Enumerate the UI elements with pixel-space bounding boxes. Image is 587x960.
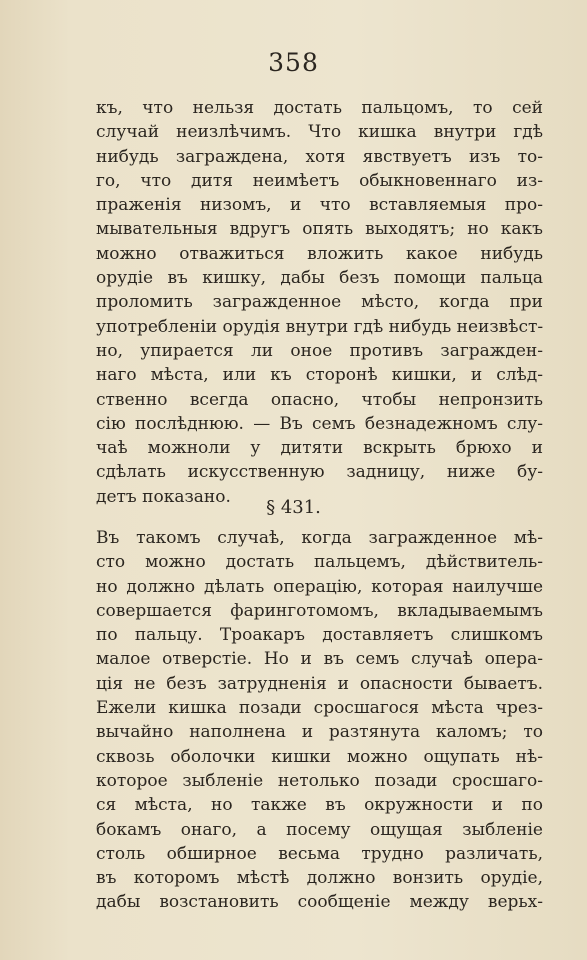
page-number: 358 [268, 48, 319, 77]
text-line: бокамъ онаго, а посему ощущая зыбленіе [96, 819, 543, 840]
text-line: сію послѣднюю. — Въ семъ безнадежномъ слу- [96, 413, 543, 434]
paragraph-2 [96, 526, 543, 915]
text-line: ся мѣста, но также въ окружности и по [96, 795, 543, 816]
text-line: сдѣлать искусственную задницу, ниже бу- [96, 462, 543, 483]
text-line: столь обширное весьма трудно различать, [96, 843, 543, 864]
section-heading: § 431. [266, 497, 321, 518]
text-line: но должно дѣлать операцію, которая наилучше [96, 576, 543, 597]
text-line: но, упирается ли оное противъ загражден- [96, 340, 543, 361]
text-line: чаѣ можноли у дитяти вскрыть брюхо и [96, 438, 543, 459]
text-line: ція не безъ затрудненія и опасности бываетъ. [96, 673, 543, 694]
text-line: сто можно достать пальцемъ, дѣйствитель- [96, 552, 543, 573]
text-line: ственно всегда опасно, чтобы непронзить [96, 389, 543, 410]
text-line: орудіе въ кишку, дабы безъ помощи пальца [96, 268, 543, 289]
text-line: къ, что нельзя достать пальцомъ, то сей [96, 98, 543, 118]
text-line: въ которомъ мѣстѣ должно вонзить орудіе, [96, 868, 543, 889]
text-line: наго мѣста, или къ сторонѣ кишки, и слѣд- [96, 365, 543, 386]
text-line: дабы возстановить сообщеніе между верьх- [96, 892, 543, 913]
text-line: которое зыбленіе нетолько позади сросшаго- [96, 770, 543, 791]
text-line: употребленіи орудія внутри гдѣ нибудь неизвѣст- [96, 316, 543, 337]
text-line: случай неизлѣчимъ. Что кишка внутри гдѣ [96, 122, 543, 143]
text-line: можно отважиться вложить какое нибудь [96, 243, 543, 264]
text-line: Ежели кишка позади сросшагося мѣста чрез- [96, 698, 543, 719]
text-line: го, что дитя неимѣетъ обыкновеннаго из- [96, 170, 543, 191]
paragraph-1 [96, 96, 543, 509]
text-line: нибудь заграждена, хотя явствуетъ изъ то- [96, 146, 543, 167]
text-line: мывательныя вдругъ опять выходятъ; но какъ [96, 219, 543, 240]
text-line: вычайно наполнена и разтянута каломъ; то [96, 722, 543, 743]
text-line: праженія низомъ, и что вставляемыя про- [96, 195, 543, 216]
text-line: детъ показано. [96, 486, 231, 507]
text-line: по пальцу. Троакаръ доставляетъ слишкомъ [96, 625, 543, 646]
text-line: проломить загражденное мѣсто, когда при [96, 292, 543, 313]
text-line: сквозь оболочки кишки можно ощупать нѣ- [96, 746, 543, 767]
text-line: малое отверстіе. Но и въ семъ случаѣ опера- [96, 649, 543, 670]
text-line: Въ такомъ случаѣ, когда загражденное мѣ- [96, 528, 543, 548]
text-line: совершается фаринготомомъ, вкладываемымъ [96, 600, 543, 621]
